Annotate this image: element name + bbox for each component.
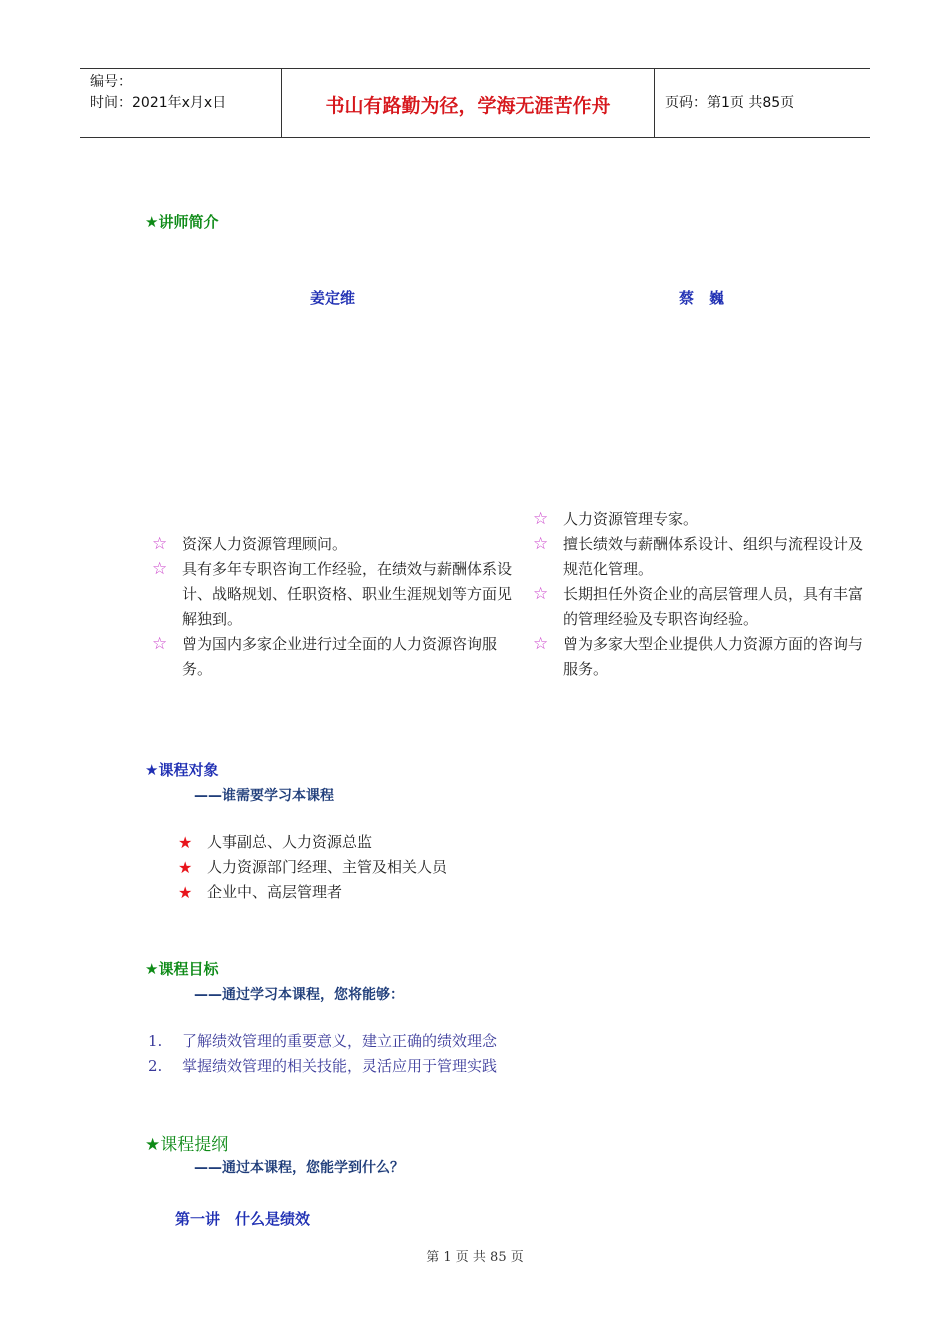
bio-item: ☆ 曾为多家大型企业提供人力资源方面的咨询与服务。 xyxy=(533,634,864,678)
header-page-info: 页码：第1页 共85页 xyxy=(665,95,795,111)
hollow-star-icon: ☆ xyxy=(533,634,549,654)
bio-item: ☆ 具有多年专职咨询工作经验，在绩效与薪酬体系设计、战略规划、任职资格、职业生涯规划等方面见解独到。 xyxy=(152,559,513,628)
list-item: 1. 了解绩效管理的重要意义，建立正确的绩效理念 xyxy=(148,1029,497,1054)
bio-item: ☆ 资深人力资源管理顾问。 xyxy=(152,532,520,557)
star-icon: ★ xyxy=(178,833,193,852)
section-subtitle-outline: ——通过本课程，您能学到什么？ xyxy=(194,1160,404,1176)
hollow-star-icon: ☆ xyxy=(152,559,168,579)
header-motto: 书山有路勤为径，学海无涯苦作舟 xyxy=(325,95,611,117)
hollow-star-icon: ☆ xyxy=(533,534,549,554)
section-title-instructors: ★讲师简介 xyxy=(145,213,219,231)
instructor-name-left: 姜定维 xyxy=(310,289,356,307)
section-subtitle-audience: ——谁需要学习本课程 xyxy=(194,788,334,804)
header-divider xyxy=(654,69,655,137)
list-item: ★ 人事副总、人力资源总监 xyxy=(178,830,447,855)
page-footer: 第 1 页 共 85 页 xyxy=(426,1250,524,1265)
instructor-name-right: 蔡 巍 xyxy=(679,289,725,307)
instructor-bio-left xyxy=(152,532,520,682)
section-title-audience: ★课程对象 xyxy=(145,761,219,779)
list-item: ★ 企业中、高层管理者 xyxy=(178,880,447,905)
instructor-bio-right xyxy=(533,507,876,682)
star-icon: ★ xyxy=(178,883,193,902)
audience-list xyxy=(178,830,447,905)
goals-list xyxy=(148,1029,497,1079)
section-title-goals: ★课程目标 xyxy=(145,960,219,978)
bio-item: ☆ 人力资源管理专家。 xyxy=(533,507,876,532)
list-item: ★ 人力资源部门经理、主管及相关人员 xyxy=(178,855,447,880)
list-number: 1. xyxy=(148,1032,163,1050)
hollow-star-icon: ☆ xyxy=(152,634,168,654)
list-number: 2. xyxy=(148,1057,163,1075)
header-meta xyxy=(90,72,226,114)
section-subtitle-goals: ——通过学习本课程，您将能够： xyxy=(194,987,404,1003)
time-label: 时间：2021年x月x日 xyxy=(90,95,227,111)
star-icon: ★ xyxy=(178,858,193,877)
bio-item: ☆ 擅长绩效与薪酬体系设计、组织与流程设计及规范化管理。 xyxy=(533,534,864,578)
hollow-star-icon: ☆ xyxy=(152,534,168,554)
document-header xyxy=(80,68,870,138)
bio-item: ☆ 长期担任外资企业的高层管理人员，具有丰富的管理经验及专职咨询经验。 xyxy=(533,584,864,628)
section-title-outline: ★课程提纲 xyxy=(145,1135,229,1155)
hollow-star-icon: ☆ xyxy=(533,584,549,604)
list-item: 2. 掌握绩效管理的相关技能，灵活应用于管理实践 xyxy=(148,1054,497,1079)
bio-item: ☆ 曾为国内多家企业进行过全面的人力资源咨询服务。 xyxy=(152,634,498,678)
number-label: 编号： xyxy=(90,74,132,90)
hollow-star-icon: ☆ xyxy=(533,509,549,529)
lecture-heading: 第一讲 什么是绩效 xyxy=(175,1210,311,1228)
